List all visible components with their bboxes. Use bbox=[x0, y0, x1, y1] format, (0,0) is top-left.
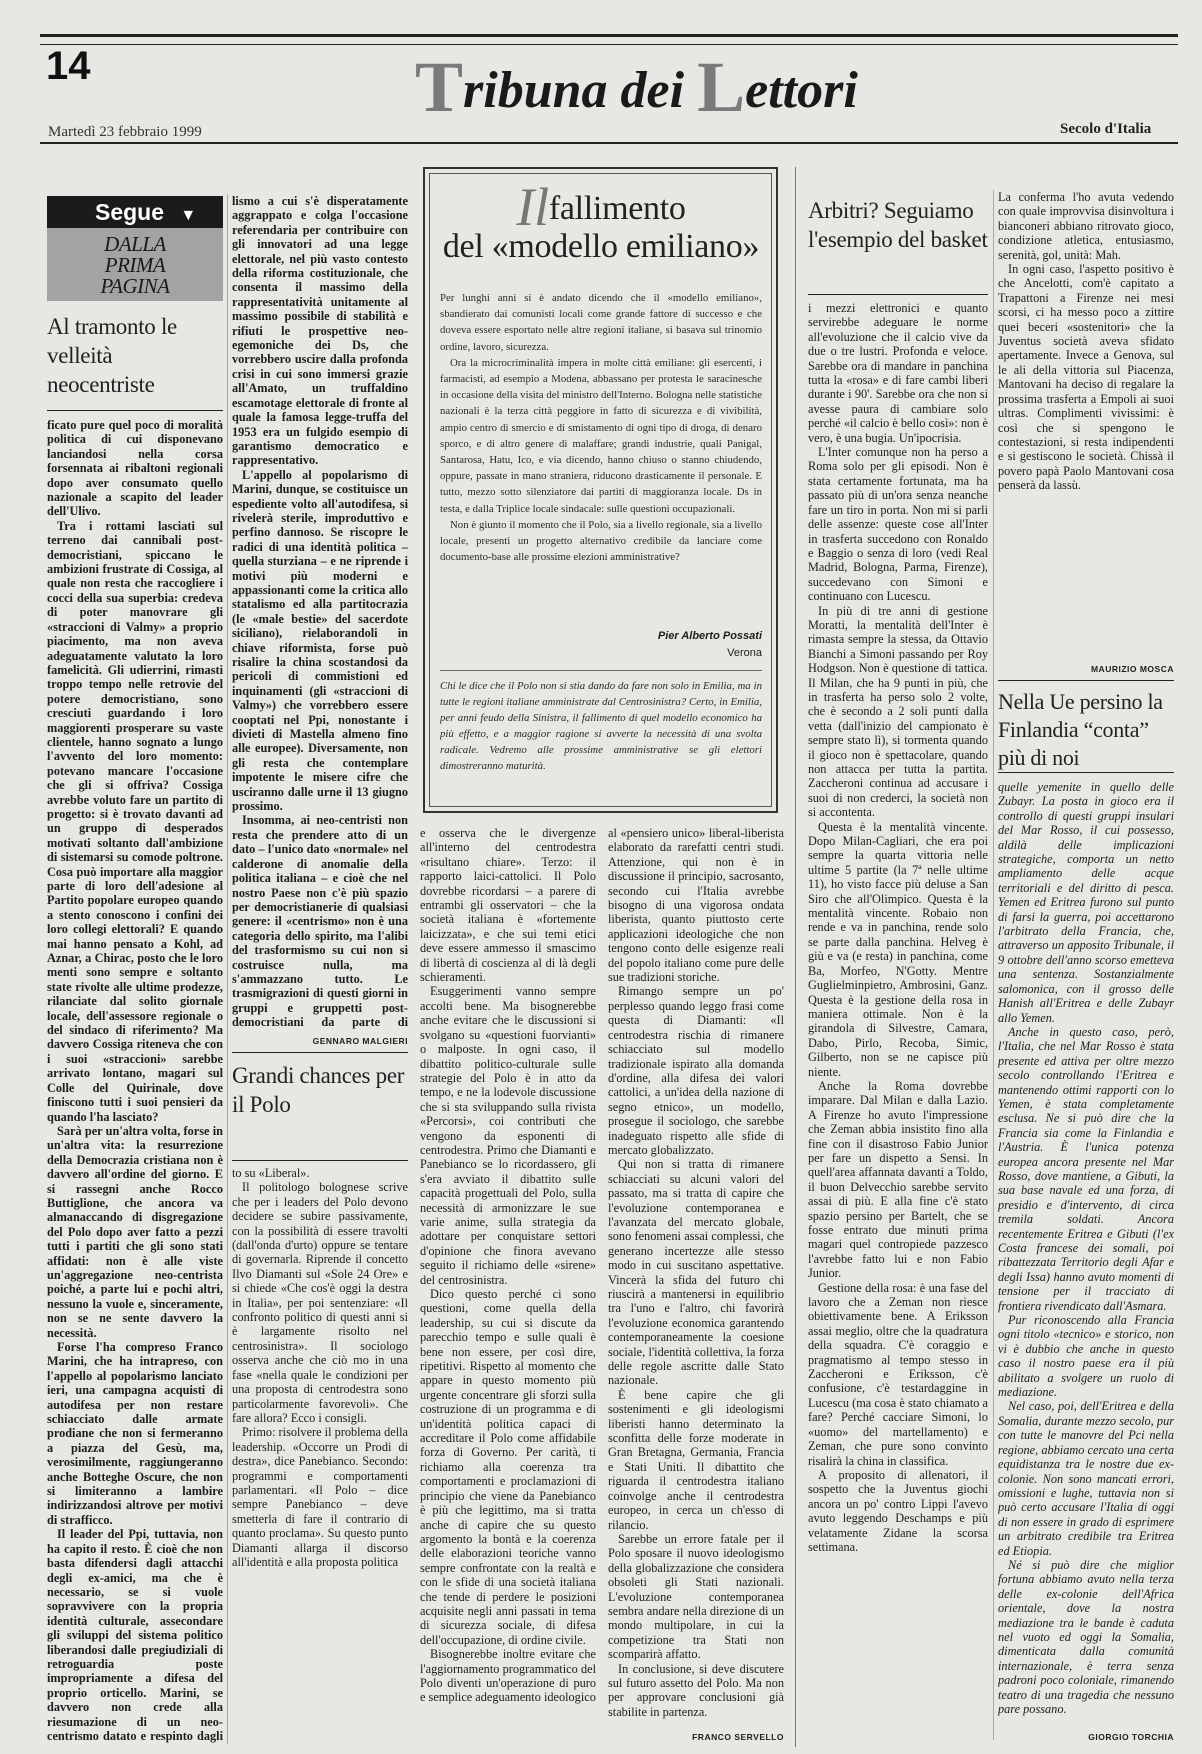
issue-date: Martedì 23 febbraio 1999 bbox=[48, 124, 202, 140]
col1-para: Tra i rottami lasciati sul terreno dai cannibali post-democristiani, spiccano le ambizioni frustrate di Cossiga, al quale non resta che raccogliere i cocci della sua superbia: credeva di poter manovrare gli «straccioni di Valmy» a proprio piacimento, ma non aveva adeguatamente valutato la loro famelicità. Gli udierrini, rimasti troppo tempo nelle retrovie del potere democristiano, sono cresciuti guardando i loro maggiorenti prosperare su vaste clientele, hanno sognato a lungo l'avvento del loro momento: potevano mancare l'occasione che gli si offriva? Cossiga avrebbe voluto fare un partito di progetto: si è trovato davanti ad un gruppo di desperados motivati soltanto dall'ambizione di sistemarsi su comode poltrone. Cosa può importare alla maggior parte di loro dell'adesione al Partito popolare europeo quando a stento conoscono i confini dei loro collegi elettorali? E quando mai hanno pensato a Kohl, ad Aznar, a Chirac, posto che le loro menti sono sempre e soltanto state rivolte alle ultime prodezze, rilanciate dal solito giornale locale, dell'assessore regionale o del sindaco di riferimento? Ma davvero Cossiga riteneva che con i suoi «straccioni» sarebbe arrivato lontano, magari sul Colle del Quirinale, dove finiscono tutti i suoi pensieri da quando l'ha lasciato? bbox=[47, 518, 223, 1124]
box-para: Ora la microcriminalità impera in molte città emiliane: gli esercenti, i farmacisti, ad esempio a Modena, abbassano per protesta le saracinesche in occasione della visita del ministro dell'Interno. Bologna nelle statistiche nazionali è la terza città peggiore in fatto di sicurezza e di vivibilità, ampio centro di smercio e di smistamento di ogni tipo di droga, di denaro sporco, e di altro genere di malaffare; grandi industrie, quali Panigal, Santarosa, Hatu, Ico, e via dicendo, hanno chiuso o stanno chiudendo, oppure, passate in mano straniera, riducono drasticamente il personale. E tutto, mezzo sotto silenziatore dai partiti di maggioranza locale. Ds in testa, e dalla Triplice locale sindacale: sulle questioni occupazionali. bbox=[440, 356, 762, 515]
basket-para: i mezzi elettronici e quanto servirebbe adeguare le norme all'evoluzione che il calcio vive da due o tre lustri. Profonda e veloce. Sarebbe ora di mandare in panchina tutta la «rosa» e di fare cambi liberi durante i 90'. Sarebbe ora che non si avesse paura di cambiare solo perché «il calcio è bello così»: non è vero, è una bugia. Un'ipocrisia. bbox=[808, 301, 988, 445]
box-para: Per lunghi anni si è andato dicendo che il «modello emiliano», sbandierato dai comunisti locali come grande fattore di successo e che doveva essere esportato nelle altre regioni italiane, si basava sul trinomio ordine, lavoro, sicurezza. bbox=[440, 292, 762, 353]
column-divider bbox=[795, 167, 796, 1747]
col2-para: lismo a cui s'è disperatamente aggrappato e colga l'occasione referendaria per contribuire con gli innovatori ad una legge elettorale, nel più vasto contesto della riforma costituzionale, che consenta il massimo della rappresentatività unitamente al massimo possibile di stabilità e rifiuti le prospettive neo-egemoniche dei Ds, che vorrebbero uscire dalla profonda crisi in cui sono immersi grazie all'Amato, un truffaldino escamotage elettorale di fronte al quale la famosa legge-truffa del 1953 era un fulgido esempio di garantismo democratico e rappresentativo. bbox=[232, 194, 408, 468]
polo-para: to su «Liberal». bbox=[232, 1166, 310, 1180]
box-headline-line1: fallimento bbox=[548, 190, 686, 227]
polo-para: Esuggerimenti vanno sempre accolti bene. Ma bisognerebbe anche evitare che le discussioni si svolgano su «questioni fuorvianti» o malposte. In ogni caso, il dibattito politico-culturale sulle strategie del Polo è in atto da tempo, e ne la lodevole discussione che si sta sviluppando sulla rivista «Percorsi», coi contributi che vengono da esponenti di centrodestra. Primo che Diamanti e Panebianco se lo ricordassero, gli s'era avviato il dibattito sulle capacità progettuali del Polo, sulla necessità di armonizzare le sue varie anime, sulla strategia da adottare per conquistare settori d'opinione che finora avevano seguito il richiamo delle «sirene» del centrosinistra. bbox=[420, 984, 596, 1287]
section-initial-l: L bbox=[697, 47, 746, 127]
segue-tag bbox=[47, 196, 223, 228]
col1-para: ficato pure quel poco di moralità politica di cui disponevano lanciandosi nella corsa forsennata ai ribaltoni regionali dopo aver consumato quello nazionale a scapito del leader dell'Ulivo. bbox=[47, 418, 223, 519]
basket-para: Questa è la mentalità vincente. Dopo Milan-Cagliari, che era poi sempre la quarta vittoria nelle ultime 5 partite (la 7ª nelle ultime 11), ho visto facce più deluse a San Siro che all'Olimpico. Questa è la mentalità vincente. Robaio non rende e va in panchina, rende solo se parte dalla panchina. Helveg è giù e va (e resta) in panchina, come Ba, Morfeo, N'Gotty. Mentre Guglielminpietro, Ambrosini, Ganz. Questa è la gestione della rosa in maniera ottimale. Non è la girandola di Silvestre, Camara, Dabo, Pirlo, Recoba, Simic, Gilberto, non se ne capisce più niente. bbox=[808, 819, 988, 1079]
polo-para: Il politologo bolognese scrive che per i leaders del Polo devono decidere se subire passivamente, con la possibilità di essere travolti (dall'onda d'urto) oppure se tentare di governarla. Riprende il concetto Ilvo Diamanti sul «Sole 24 Ore» e si chiede «Che cos'è oggi la destra in Italia», per poi sentenziare: «Il confronto politico di questi anni si è largamente risolto nel centrosinistra». Il sociologo osserva anche che ciò mo in una fase «nella quale le condizioni per una proposta di centrodestra sono particolarmente favorevoli». Che fare allora? Ecco i consigli. bbox=[232, 1180, 408, 1425]
section-initial-t: T bbox=[415, 47, 464, 127]
polo-para: Bisognerebbe inoltre evitare che l'aggiornamento programmatico del Polo diventi un'operazione di puro e semplice adeguamento ideologico bbox=[420, 1647, 596, 1705]
top-rule-thin bbox=[40, 44, 1178, 45]
col6-para: In ogni caso, l'aspetto positivo è che Ancelotti, com'è capitato a Trapattoni a Firenze nei mesi scorsi, ci ha messo poco a zittire quei beceri «sostenitori» che la Juventus società aveva sfidato apertamente. Invece a Genova, sul le ali della vittoria sul Piacenza, Mantovani ha deciso di regalare la prossima trasferta a Empoli ai suoi ultras. Complimenti vivissimi: è così che si spengono le contestazioni, si resta indipendenti e si gestiscono le società. Chissà il povero papà Paolo Mantovani cosa penserà da lassù. bbox=[998, 262, 1174, 493]
page-number: 14 bbox=[46, 44, 91, 88]
polo-col2-body bbox=[232, 1166, 408, 1744]
col1-body bbox=[47, 418, 223, 1744]
col1-para: Sarà per un'altra volta, forse in un'altra vita: la resurrezione della Democrazia cristiana non è davvero all'ordine del giorno. E si rassegni anche Rocco Buttiglione, che ancora va almanaccando di disgregazione del Polo dopo aver fatto a pezzi tutti i partiti che gli sono stati affidati: non è alle viste un'aggregazione neo-centrista poiché, a parte lui e pochi altri, nessuno la vuole e, sinceramente, non se ne sente davvero la necessità. bbox=[47, 1123, 223, 1340]
polo-headline: Grandi chances per il Polo bbox=[232, 1063, 405, 1117]
col2-para: L'appello al popolarismo di Marini, dunque, se costituisce un espediente volto all'autodifesa, si rivelerà sterile, improduttivo e perfino dannoso. Se riscopre le radici di una identità politica – quella sturziana – e ne riprende i motivi più moderni e appassionanti come la critica allo statalismo ed alla partitocrazia (le «male bestie» del sacerdote siciliano), rielaborandoli in chiave riformista, forse può risalire la china scostandosi da pericoli di commistioni ed inquinamenti (gli «straccioni di Valmy») che vorrebbero essere cooptati nel Ppi, nonostante i divieti di Mastella almeno fino alle europee). Diversamente, non gli resta che contemplare impotente le misere cifre che usciranno dalle urne il 13 giugno prossimo. bbox=[232, 467, 408, 814]
col6-signature: MAURIZIO MOSCA bbox=[1090, 664, 1174, 674]
col1-headline: Al tramonto le velleità neocentriste bbox=[47, 314, 177, 397]
col1-headline-rule bbox=[47, 410, 223, 411]
polo-headline-rule bbox=[232, 1160, 408, 1161]
col1-para: Il leader del Ppi, tuttavia, non ha capito il resto. È cioè che non basta difendersi dagli attacchi degli ex-amici, ma che è necessario, se si vuole sopravvivere con la propria identità culturale, assecondare gli sviluppi del sistema politico liberandosi dalle pregiudiziali di retroguardia poste impropriamente a difesa del proprio orticello. Marini, se davvero non crede alla riesumazione di un neo-centrismo datato e respinto dagli bbox=[47, 1527, 223, 1743]
newspaper-name: Secolo d'Italia bbox=[1060, 121, 1152, 137]
polo-para: È bene capire che gli sostenimenti e gli ideologismi liberisti hanno determinato la sconfitta delle forze moderate in Gran Bretagna, Germania, Francia e Stati Uniti. Il dibattito che riguarda il centrodestra italiano coinvolge anche il centrodestra europeo, in cerca un ch'esso di rilancio. bbox=[608, 1387, 784, 1532]
basket-headline: Arbitri? Seguiamo l'esempio del basket bbox=[808, 198, 988, 252]
finlandia-headline-rule bbox=[998, 772, 1174, 773]
box-letter-body bbox=[440, 290, 762, 565]
polo-para: e osserva che le divergenze all'interno del centrodestra «risultano chiare». Terzo: il rapporto laici-cattolici. Il Polo dovrebbe ricordarsi – a parere di entrambi gli osservatori – che la società italiana è «fortemente laicizzata», e che sui temi etici deve essere ammesso il smascimo di libertà di coscienza al di là degli schieramenti. bbox=[420, 826, 596, 985]
box-headline-line2: del «modello emiliano» bbox=[442, 228, 760, 265]
section-title-part2: ettori bbox=[745, 62, 858, 119]
col2-signature: GENNARO MALGIERI bbox=[312, 1036, 408, 1046]
box-reply-rule bbox=[440, 670, 762, 671]
polo-para: Primo: risolvere il problema della leadership. «Occorre un Prodi di destra», dice Panebianco. Secondo: programmi e comportamenti parlamentari. «Il Polo – dice sempre Panebianco – deve smetterla di fare il contrario di quanto proclama». Su questo punto Diamanti allarga il discorso all'identità e alla proposta politica bbox=[232, 1425, 408, 1569]
box-city: Verona bbox=[727, 647, 762, 659]
polo-signature: FRANCO SERVELLO bbox=[692, 1732, 784, 1742]
col1-para: Forse l'ha compreso Franco Marini, che ha intrapreso, con l'appello al popolarismo lanciato ieri, una campagna acquisti di autodifesa per non restare schiacciato dalle armate prodiane che non si fermeranno a piazza del Gesù, ma, verosimilmente, raggiungeranno anche Botteghe Oscure, che non si limiteranno a lambire indirizzandosi altrove per motivi di strafficco. bbox=[47, 1340, 223, 1527]
finlandia-body bbox=[998, 780, 1174, 1724]
col2-body bbox=[232, 194, 408, 1030]
segue-label: Segue bbox=[95, 199, 165, 225]
finlandia-para: Pur riconoscendo alla Francia ogni titolo «tecnico» e storico, non vi è dubbio che anche in questo caso il nostro paese era il più abilitato a svolgere un ruolo di mediazione. bbox=[998, 1313, 1174, 1400]
basket-headline-rule bbox=[808, 294, 988, 295]
top-rule bbox=[40, 34, 1178, 37]
column-divider bbox=[227, 194, 228, 1744]
finlandia-para: Nel caso, poi, dell'Eritrea e della Somalia, durante mezzo secolo, pur con tutte le manovre del Pci nella regione, abbiamo cercato una certa equidistanza tra le nostre due ex-colonie. Non sono mancati errori, omissioni e lughe, tuttavia non si può certo accusare l'Italia di oggi di non essere in grado di esprimere un arbitrato credibile tra Eritrea ed Etiopia. bbox=[998, 1399, 1174, 1558]
col6-para: La conferma l'ho avuta vedendo con quale improvvisa disinvoltura i bianconeri abbiano ritrovato gioco, condizione atletica, entusiasmo, serenità, gol, unità: Mah. bbox=[998, 190, 1174, 262]
column-divider bbox=[993, 190, 994, 1740]
col2-para: Insomma, ai neo-centristi non resta che prendere atto di un dato – l'unico dato «normale» nel calderone di anomalie della politica italiana – e cioè che nel nostro Paese non c'è più spazio per democristianerie di qualsiasi genere: il «centrismo» non è una categoria dello spirito, ma l'alibi del trasformismo su cui non si costruisce nulla, ma s'ammazzano tutto. Le trasmigrazioni di questi giorni in gruppi e gruppetti post-democristiani da parte di bbox=[232, 813, 408, 1030]
polo-para: In conclusione, si deve discutere sul futuro assetto del Polo. Ma non per approvare conclusioni già stabilite in partenza. bbox=[608, 1661, 784, 1719]
box-reply: Chi le dice che il Polo non si stia dando da fare non solo in Emilia, ma in tutte le regioni italiane amministrate dal Centrosinistra? Certo, in Emilia, per anni feudo della Sinistra, il fallimento di quel modello economico ha più effetto, e a maggior ragione si avverte la necessità di una svolta radicale. Vedremo alle prossime amministrative se gli elettori dimostreranno maturità. bbox=[440, 680, 762, 772]
section-title-part1: ribuna dei bbox=[463, 62, 698, 119]
basket-para: Anche la Roma dovrebbe imparare. Dal Milan e dalla Lazio. A Firenze ho avuto l'impressione che Zeman abbia insistito fino alla fine con il disastroso Fabio Junior per fare un dispetto a Sensi. In quell'area affannata davanti a Toldo, il buon Delvecchio sarebbe servito assai di più. E alla fine c'è stato spazio persino per Bartelt, che se fosse entrato due minuti prima magari quel contropiede pazzesco l'avrebbe fatto lui e non Fabio Junior. bbox=[808, 1078, 988, 1281]
col6-body bbox=[998, 190, 1174, 658]
down-arrow-icon: ▼ bbox=[180, 207, 197, 224]
polo-para: Sarebbe un errore fatale per il Polo sposare il nuovo ideologismo della globalizzazione che considera obsoleti gli Stati nazionali. L'evoluzione contemporanea sembra andare nella direzione di un mondo multipolare, in cui la competizione tra Stati non scomparirà affatto. bbox=[608, 1531, 784, 1662]
col2-end-rule bbox=[232, 1052, 408, 1053]
basket-para: L'Inter comunque non ha perso a Roma solo per gli episodi. Non è stata certamente fortunata, ma ha passato più di un'ora senza neanche fare un tiro in porta. Non mi si parli delle assenze: queste cose all'Inter in trasferta succedono con Ronaldo e Baggio o senza di loro (vedi Real Madrid, Bologna, Parma, Firenze), succedevano con Simoni e continuano con Lucescu. bbox=[808, 445, 988, 604]
finlandia-headline: Nella Ue persino la Finlandia “conta” più di noi bbox=[998, 689, 1163, 770]
basket-body bbox=[808, 301, 988, 1744]
polo-col3-body bbox=[420, 826, 596, 1744]
polo-para: Dico questo perché ci sono questioni, come quella della leadership, su cui si discute da parecchio tempo e sulle quali è bene non essere, per così dire, ripetitivi. Rispetto al momento che appare in questo momento più urgente concentrare gli sforzi sulla costruzione di un programma e di un'identità politica capaci di accreditare il Polo come affidabile forza di Governo. Per carità, ti richiamo alla coerenza tra comportamenti e proclamazioni di principio che viene da Panebianco è più che legittimo, ma si tratta anche di capire che su questo argomento la bontà e la coerenza delle elaborazioni teoriche vanno sempre confrontate con la realtà e con le sfide di una società italiana che tende di perdere le posizioni acquisite negli anni passati in tema di sicurezza sociale, di difesa dell'occupazione, di ordine civile. bbox=[420, 1287, 596, 1647]
finlandia-para: Né si può dire che miglior fortuna abbiamo avuto nella terza delle ex-colonie dell'Africa orientale, dove la nostra mediazione tra le bande è caduta nel vuoto ed oggi la Somalia, dimenticata dalla comunità internazionale, è terra senza padroni poco coloniale, rimanendo teatro di una tragedia che nessuno pare possano. bbox=[998, 1557, 1174, 1716]
polo-para: al «pensiero unico» liberal-liberista elaborato da rarefatti centri studi. Attenzione, qui non è in discussione il principio, sacrosanto, secondo cui l'Italia avrebbe bisogno di una vigorosa ondata liberista, quanto piuttosto certe applicazioni ideologiche che non tengono conto delle esigenze reali del popolo italiano come pure delle sue tradizioni storiche. bbox=[608, 826, 784, 985]
finlandia-para: quelle yemenite in quello delle Zubayr. La posta in gioco era il controllo di questi gruppi insulari del Mar Rosso, il cui possesso, aldilà delle implicazioni strategiche, comporta un netto ampliamento delle acque territoriali e del diritto di pesca. Yemen ed Eritrea furono sul punto di farsi la guerra, poi accettarono l'arbitrato della Francia, che, attraverso un apposito Tribunale, il 9 ottobre dell'anno scorso emetteva una sentenza. Sostanzialmente salomonica, con il grosso delle Hanish all'Eritrea e delle Zubayr allo Yemen. bbox=[998, 780, 1174, 1025]
box-para: Non è giunto il momento che il Polo, sia a livello regionale, sia a livello locale, presenti un progetto alternativo credibile da lanciare come documento-base alle prossime elezioni amministrative? bbox=[440, 518, 762, 564]
box-author: Pier Alberto Possati bbox=[657, 630, 762, 642]
box-headline-initial: Il bbox=[516, 177, 549, 237]
finlandia-signature: GIORGIO TORCHIA bbox=[1088, 1732, 1174, 1742]
finlandia-para: Anche in questo caso, però, l'Italia, che nel Mar Rosso è stata presente ed attiva per oltre mezzo secolo controllando l'Eritrea e mantenendo ottimi rapporti con lo Yemen, è stata completamente esclusa. Ne si può dire che la Francia sia come la Finlandia e l'Austria. È l'unica potenza europea ancora presente nel Mar Rosso, dove mantiene, a Gibuti, la sua base navale ed una forza, di presidio e d'intervento, di circa tremila soldati. Ancora recentemente Eritrea e Gibuti (l'ex Costa francese dei somali, poi ribattezzata Territorio degli Afar e degli Issa) hanno avuto momenti di tensione per il tracciato di frontiera rivendicato dall'Asmara. bbox=[998, 1024, 1174, 1313]
box-headline bbox=[436, 177, 766, 266]
dalla-prima-pagina-box: DALLA PRIMA PAGINA bbox=[47, 228, 223, 301]
basket-para: Gestione della rosa: è una fase del lavoro che a Zeman non riesce obiettivamente bene. A Eriksson assai meglio, oltre che la quadratura della squadra. C'è coraggio e pragmatismo al tempo stesso in Zaccheroni e Eriksson, c'è confusione, c'è testardaggine in Lucescu (ma cosa è stato chiamato a fare? Perché cacciare Simoni, lo «uomo» del martellamento) e Zeman, che pure sono convinto risalirà la china in classifica. bbox=[808, 1280, 988, 1468]
basket-para: In più di tre anni di gestione Moratti, la mentalità dell'Inter è rimasta sempre la stessa, da Ottavio Bianchi a Simoni passando per Roy Hodgson. Non è questione di tattica. Il Milan, che ha 9 punti in più, che in trasferta ha perso solo 2 volte, che è secondo a 2 soli punti dalla vetta (dall'inizio del campionato è sempre stato lì), si tormenta quando il gioco non è spettacolare, quando non attacca per tutta la partita. Zaccheroni continua ad accusare i suoi di non crederci, la società non si accontenta. bbox=[808, 603, 988, 820]
col6-end-rule bbox=[998, 680, 1174, 681]
polo-para: Qui non si tratta di rimanere schiacciati su alcuni valori del passato, ma si tratta di capire che l'evoluzione contemporanea e l'avanzata del mercato globale, sono fenomeni assai complessi, che generano incertezze alle stesso modo in cui suscitano aspettative. Vincerà la sfida del futuro chi riuscirà a mantenersi in equilibrio tra l'uno e l'altro, chi favorirà l'evoluzione economica garantendo contemporaneamente la coesione sociale, l'identità collettiva, la forza delle regole ascritte dalle Stato nazionale. bbox=[608, 1157, 784, 1388]
basket-para: A proposito di allenatori, il sospetto che la Juventus giochi ancora un po' contro Lippi l'avevo avuto leggendo Deschamps e più velatamente Zidane la scorsa settimana. bbox=[808, 1467, 988, 1554]
masthead-bottom-rule bbox=[40, 142, 1178, 144]
polo-col4-body bbox=[608, 826, 784, 1726]
section-title bbox=[415, 46, 858, 129]
polo-para: Rimango sempre un po' perplesso quando leggo frasi come questa di Diamanti: «Il centrodestra rischia di rimanere schiacciato sul modello tradizionale ispirato alla domanda d'ordine, alla difesa dei valori cattolici, a un'idea della nazione di segno etnico», un modello, prosegue il sociologo, che sarebbe inadeguato rispetto alle sfide di mercato globalizzato. bbox=[608, 984, 784, 1157]
